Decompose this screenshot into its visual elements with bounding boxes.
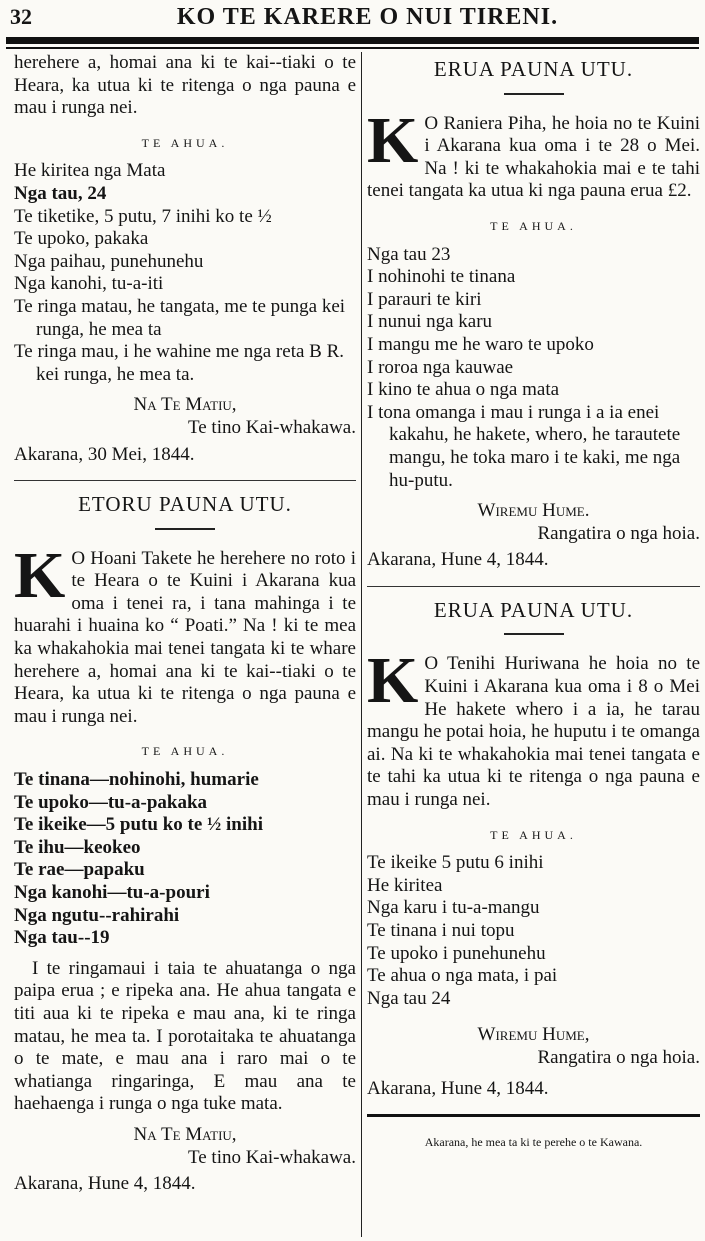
signature-name: Wiremu Hume, xyxy=(477,1024,590,1046)
description-line: I nunui nga karu xyxy=(367,311,493,333)
description-line: Te upoko, pakaka xyxy=(14,228,149,250)
footer-rule xyxy=(367,1114,700,1117)
description-line: Te tinana—nohinohi, humarie xyxy=(14,769,259,791)
description-list xyxy=(367,852,700,1010)
description-line: Nga kanohi, tu-a-iti xyxy=(14,273,164,295)
description-line: Te ringa matau, he tangata, me te punga kei runga, he mea ta xyxy=(14,295,346,340)
newspaper-title: KO TE KARERE O NUI TIRENI. xyxy=(176,4,559,30)
notice-heading: ERUA PAUNA UTU. xyxy=(433,597,634,622)
notice-body xyxy=(367,644,700,811)
notice-date: Akarana, 30 Mei, 1844. xyxy=(14,443,195,465)
column-divider xyxy=(361,52,362,1237)
signature-title: Rangatira o nga hoia. xyxy=(537,1046,700,1068)
right-column xyxy=(367,52,700,1154)
description-line: I mangu me he waro te upoko xyxy=(367,333,594,355)
description-list xyxy=(14,160,356,386)
notice-body xyxy=(14,538,356,729)
signature-title: Te tino Kai-whakawa. xyxy=(187,416,356,438)
page-header xyxy=(0,4,705,34)
description-line: Nga karu i tu-a-mangu xyxy=(367,897,540,919)
description-line: Nga ngutu--rahirahi xyxy=(14,904,180,926)
header-rule-thin xyxy=(6,47,699,49)
notice-body xyxy=(367,103,700,203)
description-line: Te tinana i nui topu xyxy=(367,920,515,941)
signature-name: Na Te Matiu, xyxy=(133,394,237,416)
description-heading: TE AHUA. xyxy=(141,744,229,759)
description-list xyxy=(14,769,356,950)
description-line: Te ikeike—5 putu ko te ½ inihi xyxy=(14,814,263,836)
drop-cap: K xyxy=(367,644,419,718)
signature-title: Rangatira o nga hoia. xyxy=(537,522,700,544)
left-column xyxy=(14,52,356,1196)
description-line: Te ringa mau, i he wahine me nga reta B R. kei runga, he mea ta. xyxy=(14,341,345,385)
notice-heading: ERUA PAUNA UTU. xyxy=(433,57,634,81)
heading-rule xyxy=(155,528,215,530)
notice-date: Akarana, Hune 4, 1844. xyxy=(367,549,549,571)
notice-text: O Raniera Piha, he hoia no te Kuini i Akarana kua oma i te 28 o Mei. Na ! ki te whakahokia mai e te tahi tenei tangata ka utua ki nga pauna erua £2. xyxy=(367,112,700,202)
printer-imprint: Akarana, he mea ta ki te perehe o te Kawana. xyxy=(424,1135,643,1150)
description-line: I parauri te kiri xyxy=(367,288,482,310)
description-list xyxy=(367,244,700,493)
description-line: Te tiketike, 5 putu, 7 inihi ko te ½ xyxy=(14,205,272,227)
notice-text: O Hoani Takete he herehere no roto i te Heara o te Kuini i Akarana kua oma i tenei ra, i tana mahinga i te huarahi i huaina ko “ Poati.” Na ! ki te mea ka whakahokia mai tenei tangata ki te whare herehere a, homai ana ki te kai--tiaki o te Heara, ka utua ki te ritenga o nga pauna e mau i runga nei. xyxy=(14,547,356,727)
drop-cap: K xyxy=(14,538,66,612)
page-number: 32 xyxy=(10,4,32,29)
description-line: Nga tau 23 xyxy=(367,243,451,265)
description-heading: TE AHUA. xyxy=(490,218,577,233)
description-line: I kino te ahua o nga mata xyxy=(367,379,560,401)
notice-date: Akarana, Hune 4, 1844. xyxy=(367,1077,549,1099)
description-heading: TE AHUA. xyxy=(490,827,577,842)
notice-heading: ETORU PAUNA UTU. xyxy=(78,492,292,517)
description-line: Te upoko—tu-a-pakaka xyxy=(14,791,208,813)
notice-paragraph: I te ringamaui i taia te ahuatanga o nga paipa erua ; e ripeka ana. He ahua tangata e titi aua ki te ripeka e mau ana, ki te ringa matau, he mea ta. I porotaitaka te ahuatanga o te mate, e mau ana i raro mai o te whatianga ringaringa, E mau ana te haehaenga i runga o nga tuke mata. xyxy=(14,957,356,1115)
description-line: Nga kanohi—tu-a-pouri xyxy=(14,882,210,903)
description-line: I roroa nga kauwae xyxy=(367,356,514,378)
drop-cap: K xyxy=(367,103,419,177)
notice-separator xyxy=(367,586,700,587)
description-line: Nga tau 24 xyxy=(367,987,451,1009)
description-line: I tona omanga i mau i runga i a ia enei kakahu, he hakete, whero, he tarautete mangu, he toka maro i te kaki, me nga hu-putu. xyxy=(367,401,681,491)
description-line: Nga tau--19 xyxy=(14,927,110,949)
description-line: Te ihu—keokeo xyxy=(14,836,141,858)
signature-name: Na Te Matiu, xyxy=(133,1123,237,1145)
signature-name: Wiremu Hume. xyxy=(477,500,590,522)
signature-title: Te tino Kai-whakawa. xyxy=(187,1146,356,1168)
description-line: Nga paihau, punehunehu xyxy=(14,250,204,272)
heading-rule xyxy=(504,93,564,95)
notice-text: O Tenihi Huriwana he hoia no te Kuini i Akarana kua oma i 8 o Mei He hakete whero i a ia, he tarau mangu he potai hoia, he huputu i te omanga ai. Na ki te whakahokia mai tenei tangata e te tahi ka utua ki te ritenga o nga pauna e mau i runga nei. xyxy=(367,653,700,811)
notice-separator xyxy=(14,480,356,481)
heading-rule xyxy=(504,633,564,635)
description-line: Nga tau, 24 xyxy=(14,182,107,204)
description-line: Te ikeike 5 putu 6 inihi xyxy=(367,852,544,874)
description-line: He kiritea nga Mata xyxy=(14,160,166,182)
description-line: He kiritea xyxy=(367,874,443,896)
description-heading: TE AHUA. xyxy=(141,135,229,150)
description-line: I nohinohi te tinana xyxy=(367,266,516,288)
notice-continued-text: herehere a, homai ana ki te kai--tiaki o te Heara, ka utua ki te ritenga o nga pauna e mau i runga nei. xyxy=(14,52,356,119)
description-line: Te rae—papaku xyxy=(14,859,145,881)
description-line: Te upoko i punehunehu xyxy=(367,942,546,964)
notice-date: Akarana, Hune 4, 1844. xyxy=(14,1173,196,1195)
description-line: Te ahua o nga mata, i pai xyxy=(367,965,558,987)
header-rule-thick xyxy=(6,37,699,44)
